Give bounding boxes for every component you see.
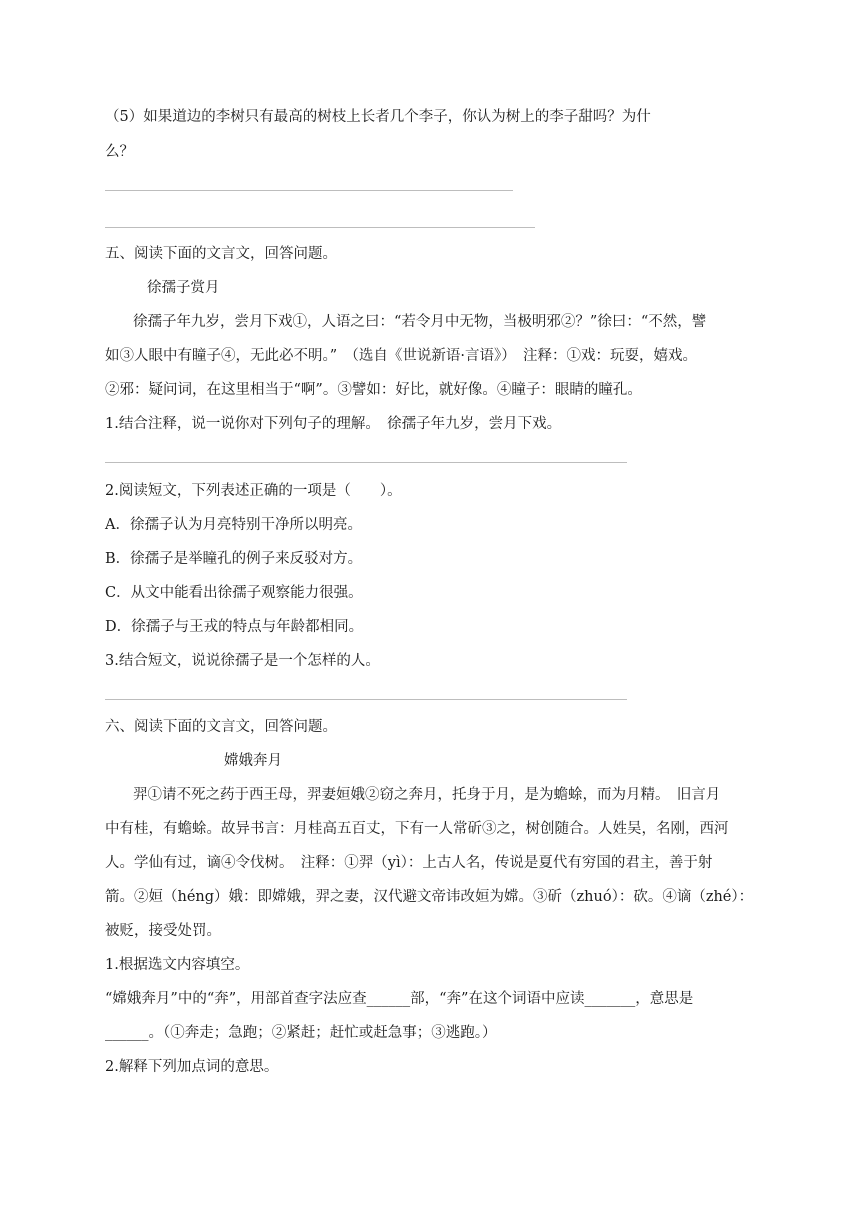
passage-line: 人。学仙有过，谪④令伐树。 注释：①羿（yì）：上古人名，传说是夏代有穷国的君主，善于射 xyxy=(105,855,713,871)
question-1: 1.根据选文内容填空。 xyxy=(105,957,250,973)
passage-line: 羿①请不死之药于西王母，羿妻姮娥②窃之奔月，托身于月，是为蟾蜍，而为月精。 旧言月 xyxy=(133,787,721,803)
q5-line-2: 么？ xyxy=(105,144,134,160)
answer-line[interactable] xyxy=(105,462,627,463)
passage-line: ②邪：疑问词，在这里相当于“啊”。③譬如：好比，就好像。④瞳子：眼睛的瞳孔。 xyxy=(105,382,642,398)
option-b[interactable]: B．徐孺子是举瞳孔的例子来反驳对方。 xyxy=(105,551,363,567)
question-2: 2.阅读短文，下列表述正确的一项是（ ）。 xyxy=(105,483,402,499)
q5-line-1: （5）如果道边的李树只有最高的树枝上长者几个李子，你认为树上的李子甜吗？为什 xyxy=(105,109,651,125)
option-d[interactable]: D．徐孺子与王戎的特点与年龄都相同。 xyxy=(105,619,364,635)
section-heading: 六、阅读下面的文言文，回答问题。 xyxy=(105,719,337,735)
passage-title: 徐孺子赏月 xyxy=(147,280,220,296)
passage-line: 被贬，接受处罚。 xyxy=(105,923,221,939)
section-heading: 五、阅读下面的文言文，回答问题。 xyxy=(105,246,337,262)
passage-line: 徐孺子年九岁，尝月下戏①，人语之曰：“若令月中无物，当极明邪②？”徐曰：“不然，譬 xyxy=(133,314,707,330)
question-1: 1.结合注释，说一说你对下列句子的理解。 徐孺子年九岁，尝月下戏。 xyxy=(105,416,562,432)
question-2: 2.解释下列加点词的意思。 xyxy=(105,1059,279,1075)
answer-line[interactable] xyxy=(105,699,627,700)
fill-in-blank[interactable]: “嫦娥奔月”中的“奔”，用部首查字法应查______部，“奔”在这个词语中应读_______，意思是 xyxy=(105,991,694,1007)
answer-line[interactable] xyxy=(105,190,513,191)
passage-line: 中有桂，有蟾蜍。故异书言：月桂高五百丈，下有一人常斫③之，树创随合。人姓吴，名刚，西河 xyxy=(105,821,729,837)
fill-in-blank[interactable]: ______。（①奔走；急跑；②紧赶；赶忙或赶急事；③逃跑。） xyxy=(105,1025,497,1041)
option-a[interactable]: A．徐孺子认为月亮特别干净所以明亮。 xyxy=(105,517,362,533)
passage-line: 箭。②姮（héng）娥：即嫦娥，羿之妻，汉代避文帝讳改姮为嫦。③斫（zhuó）：砍。④谪（zhé）： xyxy=(105,889,754,905)
question-3: 3.结合短文，说说徐孺子是一个怎样的人。 xyxy=(105,653,380,669)
passage-line: 如③人眼中有瞳子④，无此必不明。” （选自《世说新语·言语》） 注释：①戏：玩耍，嬉戏。 xyxy=(105,348,698,364)
passage-title: 嫦娥奔月 xyxy=(224,753,282,769)
answer-line[interactable] xyxy=(105,227,535,228)
option-c[interactable]: C．从文中能看出徐孺子观察能力很强。 xyxy=(105,585,363,601)
